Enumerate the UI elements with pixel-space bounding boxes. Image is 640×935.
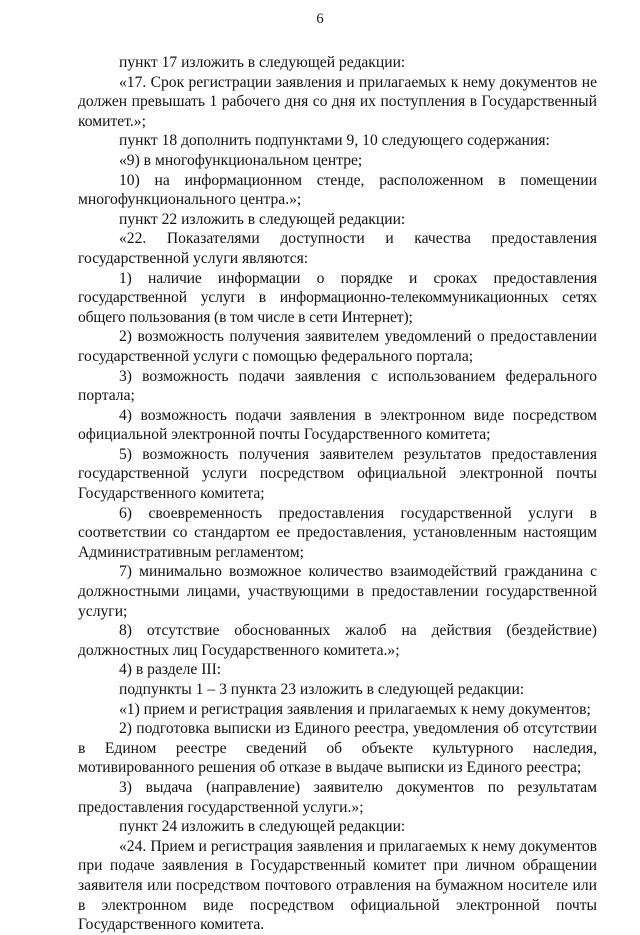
paragraph-punkt-17-text: «17. Срок регистрации заявления и прилагаемых к нему документов не должен превышать 1 рабочего дня со дня их поступления в Государственный комитет.»; [78, 73, 597, 130]
paragraph-punkt-24-intro: пункт 24 изложить в следующей редакции: [119, 818, 406, 836]
paragraph-punkt-18-intro: пункт 18 дополнить подпунктами 9, 10 следующего содержания: [119, 132, 550, 150]
paragraph-indicator-1: 1) наличие информации о порядке и сроках предоставления государственной услуги в информационно-телекоммуникационных сетях общего пользования (в том числе в сети Интернет); [78, 269, 597, 326]
paragraph-punkt-22-text: «22. Показателями доступности и качества предоставления государственной услуги являются: [78, 230, 597, 267]
paragraph-indicator-3: 3) возможность подачи заявления с использованием федерального портала; [78, 367, 597, 405]
page-number: 6 [316, 11, 324, 27]
paragraph-procedure-3: 3) выдача (направление) заявителю документов по результатам предоставления государственной услуги.»; [78, 778, 597, 816]
paragraph-indicator-5: 5) возможность получения заявителем результатов предоставления государственной услуги посредством официальной электронной почты Государственного комитета; [78, 445, 597, 503]
paragraph-subitem-10: 10) на информационном стенде, расположенном в помещении многофункционального центра.»; [78, 171, 597, 209]
paragraph-indicator-4: 4) возможность подачи заявления в электронном виде посредством официальной электронной почты Государственного комитета; [78, 406, 597, 444]
paragraph-punkt-22-intro: пункт 22 изложить в следующей редакции: [119, 210, 406, 228]
paragraph-procedure-1: «1) прием и регистрация заявления и прилагаемых к нему документов; [119, 700, 591, 718]
paragraph-indicator-6: 6) своевременность предоставления государственной услуги в соответствии со стандартом ее предоставления, установленным настоящим Административным регламентом; [78, 504, 597, 561]
paragraph-punkt-23-intro: подпункты 1 – 3 пункта 23 изложить в следующей редакции: [119, 681, 525, 698]
paragraph-indicator-7: 7) минимально возможное количество взаимодействий гражданина с должностными лицами, участвующими в предоставлении государственной услуги; [78, 563, 597, 620]
paragraph-indicator-2: 2) возможность получения заявителем уведомлений о предоставлении государственной услуги с помощью федерального портала; [78, 328, 597, 365]
document-body [78, 53, 597, 935]
paragraph-punkt-24-text: «24. Прием и регистрация заявления и прилагаемых к нему документов при подаче заявления в Государственный комитет при личном обращении заявителя или посредством почтового отравления на бумажном носителе или в электронном виде посредством официальной электронной почты Государственного комитета. [78, 837, 597, 934]
paragraph-punkt-17-intro: пункт 17 изложить в следующей редакции: [119, 54, 406, 71]
paragraph-indicator-8: 8) отсутствие обоснованных жалоб на действия (бездействие) должностных лиц Государственного комитета.»; [78, 622, 597, 659]
paragraph-subitem-9: «9) в многофункциональном центре; [119, 151, 363, 169]
paragraph-procedure-2: 2) подготовка выписки из Единого реестра, уведомления об отсутствии в Едином реестре сведений об объекте культурного наследия, мотивированного решения об отказе в выдаче выписки из Единого реестра; [78, 720, 597, 777]
paragraph-section-3-intro: 4) в разделе III: [119, 661, 222, 679]
